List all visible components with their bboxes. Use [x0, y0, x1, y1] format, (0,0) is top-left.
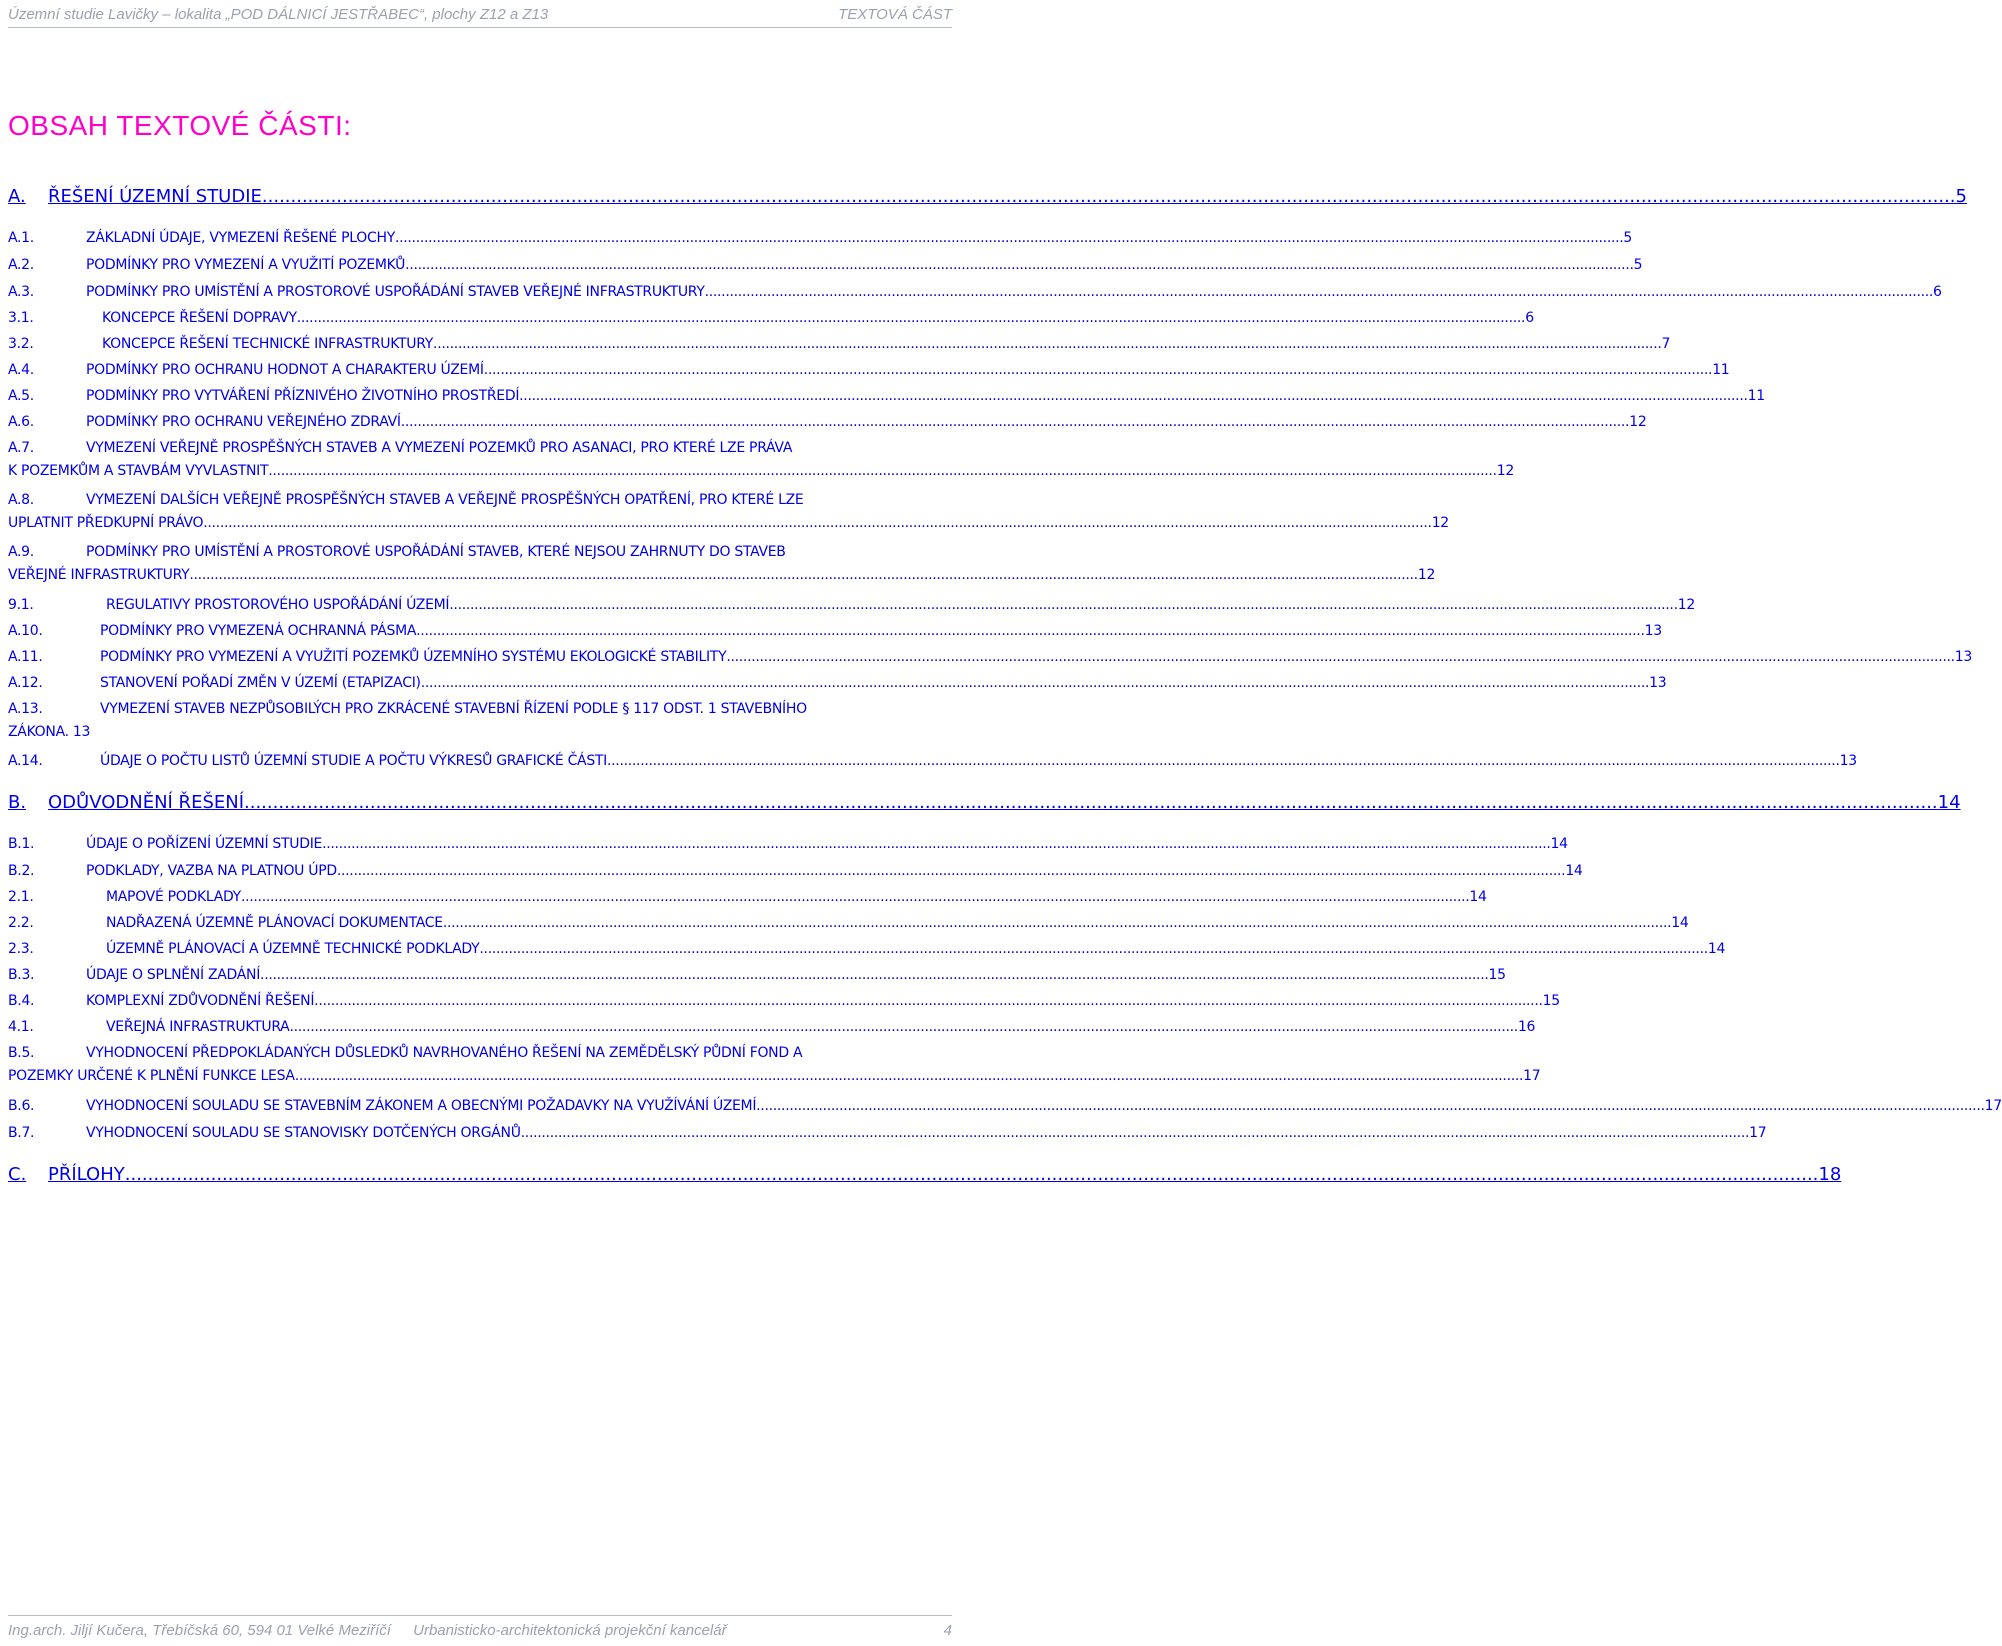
toc-entry-a3[interactable]: A.3. PODMÍNKY PRO UMÍSTĚNÍ A PROSTOROVÉ USPOŘÁDÁNÍ STAVEB VEŘEJNÉ INFRASTRUKTURY ..... 6	[8, 284, 944, 300]
header-document-title: Územní studie Lavičky – lokalita „POD DÁLNICÍ JESTŘABEC“, plochy Z12 a Z13	[8, 6, 549, 23]
toc-entry-a11[interactable]: A.11. PODMÍNKY PRO VYMEZENÍ A VYUŽITÍ POZEMKŮ ÚZEMNÍHO SYSTÉMU EKOLOGICKÉ STABILITY ..... 13	[8, 649, 944, 665]
page-footer	[8, 1615, 952, 1639]
header-section-label: TEXTOVÁ ČÁST	[838, 6, 952, 23]
toc-entry-a8[interactable]: A.8. VYMEZENÍ DALŠÍCH VEŘEJNĚ PROSPĚŠNÝCH STAVEB A VEŘEJNĚ PROSPĚŠNÝCH OPATŘENÍ, PRO KTERÉ LZE UPLATNIT PŘEDKUPNÍ PRÁVO ..... 12	[8, 492, 944, 531]
toc-entry-2-1[interactable]: 2.1. MAPOVÉ PODKLADY ..... 14	[8, 889, 944, 905]
toc-entry-a5[interactable]: A.5. PODMÍNKY PRO VYTVÁŘENÍ PŘÍZNIVÉHO ŽIVOTNÍHO PROSTŘEDÍ ..... 11	[8, 388, 944, 404]
footer-office: Urbanisticko-architektonická projekční kancelář	[413, 1622, 727, 1639]
toc-entry-b6[interactable]: B.6. VYHODNOCENÍ SOULADU SE STAVEBNÍM ZÁKONEM A OBECNÝMI POŽADAVKY NA VYUŽÍVÁNÍ ÚZEMÍ ..... 17	[8, 1098, 944, 1114]
toc-entry-b[interactable]: B. ODŮVODNĚNÍ ŘEŠENÍ ..... 14	[8, 792, 944, 813]
toc-entry-b4[interactable]: B.4. KOMPLEXNÍ ZDŮVODNĚNÍ ŘEŠENÍ ..... 15	[8, 993, 944, 1009]
toc-entry-3-2[interactable]: 3.2. KONCEPCE ŘEŠENÍ TECHNICKÉ INFRASTRUKTURY ..... 7	[8, 336, 944, 352]
toc-entry-b7[interactable]: B.7. VYHODNOCENÍ SOULADU SE STANOVISKY DOTČENÝCH ORGÁNŮ ..... 17	[8, 1125, 944, 1141]
toc-entry-a1[interactable]: A.1. ZÁKLADNÍ ÚDAJE, VYMEZENÍ ŘEŠENÉ PLOCHY ..... 5	[8, 230, 944, 246]
toc-entry-a13[interactable]: A.13. VYMEZENÍ STAVEB NEZPŮSOBILÝCH PRO ZKRÁCENÉ STAVEBNÍ ŘÍZENÍ PODLE § 117 ODST. 1 STAVEBNÍHO ZÁKONA. 13	[8, 701, 807, 740]
toc-entry-a12[interactable]: A.12. STANOVENÍ POŘADÍ ZMĚN V ÚZEMÍ (ETAPIZACI) ..... 13	[8, 675, 944, 691]
toc-entry-b5[interactable]: B.5. VYHODNOCENÍ PŘEDPOKLÁDANÝCH DŮSLEDKŮ NAVRHOVANÉHO ŘEŠENÍ NA ZEMĚDĚLSKÝ PŮDNÍ FOND A POZEMKY URČENÉ K PLNĚNÍ FUNKCE LESA ..... 17	[8, 1045, 944, 1084]
footer-page-number: 4	[943, 1622, 952, 1639]
toc-entry-b1[interactable]: B.1. ÚDAJE O POŘÍZENÍ ÚZEMNÍ STUDIE ..... 14	[8, 836, 944, 852]
toc-entry-b3[interactable]: B.3. ÚDAJE O SPLNĚNÍ ZADÁNÍ ..... 15	[8, 967, 944, 983]
toc-entry-a6[interactable]: A.6. PODMÍNKY PRO OCHRANU VEŘEJNÉHO ZDRAVÍ ..... 12	[8, 414, 944, 430]
toc-entry-c[interactable]: C. PŘÍLOHY ..... 18	[8, 1164, 944, 1185]
toc-entry-4-1[interactable]: 4.1. VEŘEJNÁ INFRASTRUKTURA ..... 16	[8, 1019, 944, 1035]
toc-entry-a4[interactable]: A.4. PODMÍNKY PRO OCHRANU HODNOT A CHARAKTERU ÚZEMÍ ..... 11	[8, 362, 944, 378]
toc-entry-a10[interactable]: A.10. PODMÍNKY PRO VYMEZENÁ OCHRANNÁ PÁSMA ..... 13	[8, 623, 944, 639]
toc-entry-a2[interactable]: A.2. PODMÍNKY PRO VYMEZENÍ A VYUŽITÍ POZEMKŮ ..... 5	[8, 257, 944, 273]
toc-entry-b2[interactable]: B.2. PODKLADY, VAZBA NA PLATNOU ÚPD ..... 14	[8, 863, 944, 879]
toc-entry-a[interactable]: A. ŘEŠENÍ ÚZEMNÍ STUDIE ..... 5	[8, 186, 944, 207]
footer-author: Ing.arch. Jiljí Kučera, Třebíčská 60, 594 01 Velké Meziříčí	[8, 1622, 391, 1639]
toc-entry-a7[interactable]: A.7. VYMEZENÍ VEŘEJNĚ PROSPĚŠNÝCH STAVEB A VYMEZENÍ POZEMKŮ PRO ASANACI, PRO KTERÉ LZE PRÁVA K POZEMKŮM A STAVBÁM VYVLASTNIT ..... 12	[8, 440, 944, 479]
page-title: OBSAH TEXTOVÉ ČÁSTI:	[8, 110, 352, 141]
toc-entry-a14[interactable]: A.14. ÚDAJE O POČTU LISTŮ ÚZEMNÍ STUDIE A POČTU VÝKRESŮ GRAFICKÉ ČÁSTI. ..... 13	[8, 753, 944, 769]
toc-entry-2-3[interactable]: 2.3. ÚZEMNĚ PLÁNOVACÍ A ÚZEMNĚ TECHNICKÉ PODKLADY ..... 14	[8, 941, 944, 957]
toc-entry-2-2[interactable]: 2.2. NADŘAZENÁ ÚZEMNĚ PLÁNOVACÍ DOKUMENTACE ..... 14	[8, 915, 944, 931]
page-header	[8, 6, 952, 28]
toc-entry-9-1[interactable]: 9.1. REGULATIVY PROSTOROVÉHO USPOŘÁDÁNÍ ÚZEMÍ ..... 12	[8, 597, 944, 613]
toc-entry-3-1[interactable]: 3.1. KONCEPCE ŘEŠENÍ DOPRAVY ..... 6	[8, 310, 944, 326]
toc-entry-a9[interactable]: A.9. PODMÍNKY PRO UMÍSTĚNÍ A PROSTOROVÉ USPOŘÁDÁNÍ STAVEB, KTERÉ NEJSOU ZAHRNUTY DO STAVEB VEŘEJNÉ INFRASTRUKTURY ..... 12	[8, 544, 944, 583]
